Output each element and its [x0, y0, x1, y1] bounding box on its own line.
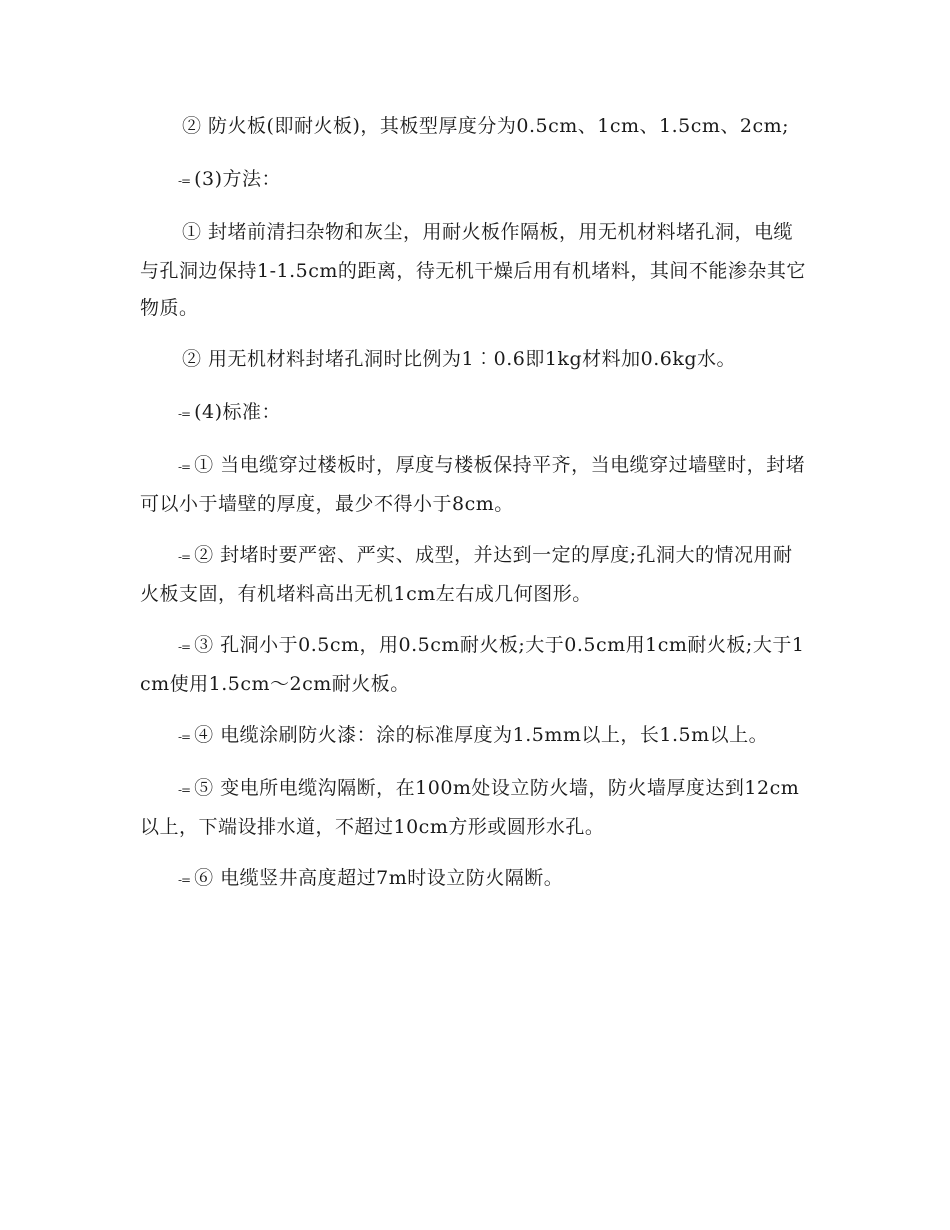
- paragraph-text: (3)方法：: [194, 168, 282, 190]
- paragraph-text: ⑥ 电缆竖井高度超过7m时设立防火隔断。: [194, 867, 564, 889]
- paragraph-marker: -=: [178, 730, 191, 744]
- paragraph-standard-6: [140, 860, 810, 899]
- paragraph-method-1: [140, 214, 810, 327]
- heading-standard: [140, 394, 810, 433]
- paragraph-standard-5: [140, 770, 810, 846]
- paragraph-marker: -=: [178, 873, 191, 887]
- heading-method: [140, 161, 810, 200]
- paragraph-standard-2: [140, 537, 810, 613]
- paragraph-text: ① 当电缆穿过楼板时，厚度与楼板保持平齐，当电缆穿过墙壁时，封堵可以小于墙壁的厚度，最少不得小于8cm。: [140, 454, 806, 515]
- paragraph-fireproof-board: [140, 108, 810, 147]
- paragraph-text: ④ 电缆涂刷防火漆：涂的标准厚度为1.5mm以上，长1.5m以上。: [194, 724, 769, 746]
- paragraph-marker: -=: [178, 550, 191, 564]
- paragraph-text: ① 封堵前清扫杂物和灰尘，用耐火板作隔板，用无机材料堵孔洞，电缆与孔洞边保持1-1.5cm的距离，待无机干燥后用有机堵料，其间不能渗杂其它物质。: [140, 221, 806, 319]
- paragraph-text: ③ 孔洞小于0.5cm，用0.5cm耐火板;大于0.5cm用1cm耐火板;大于1cm使用1.5cm～2cm耐火板。: [140, 634, 805, 695]
- paragraph-marker: -=: [178, 407, 191, 421]
- paragraph-marker: -=: [178, 783, 191, 797]
- paragraph-standard-4: [140, 717, 810, 756]
- paragraph-marker: -=: [178, 640, 191, 654]
- paragraph-text: ② 封堵时要严密、严实、成型，并达到一定的厚度;孔洞大的情况用耐火板支固，有机堵料高出无机1cm左右成几何图形。: [140, 544, 793, 605]
- paragraph-text: ② 防火板(即耐火板)，其板型厚度分为0.5cm、1cm、1.5cm、2cm;: [182, 115, 790, 137]
- paragraph-standard-3: [140, 627, 810, 703]
- document-body: [140, 108, 810, 913]
- paragraph-text: ⑤ 变电所电缆沟隔断，在100m处设立防火墙，防火墙厚度达到12cm以上，下端设排水道，不超过10cm方形或圆形水孔。: [140, 777, 800, 838]
- paragraph-text: ② 用无机材料封堵孔洞时比例为1︰0.6即1kg材料加0.6kg水。: [182, 348, 737, 370]
- paragraph-marker: -=: [178, 174, 191, 188]
- paragraph-method-2: [140, 341, 810, 380]
- paragraph-marker: -=: [178, 460, 191, 474]
- paragraph-standard-1: [140, 447, 810, 523]
- paragraph-text: (4)标准：: [194, 401, 282, 423]
